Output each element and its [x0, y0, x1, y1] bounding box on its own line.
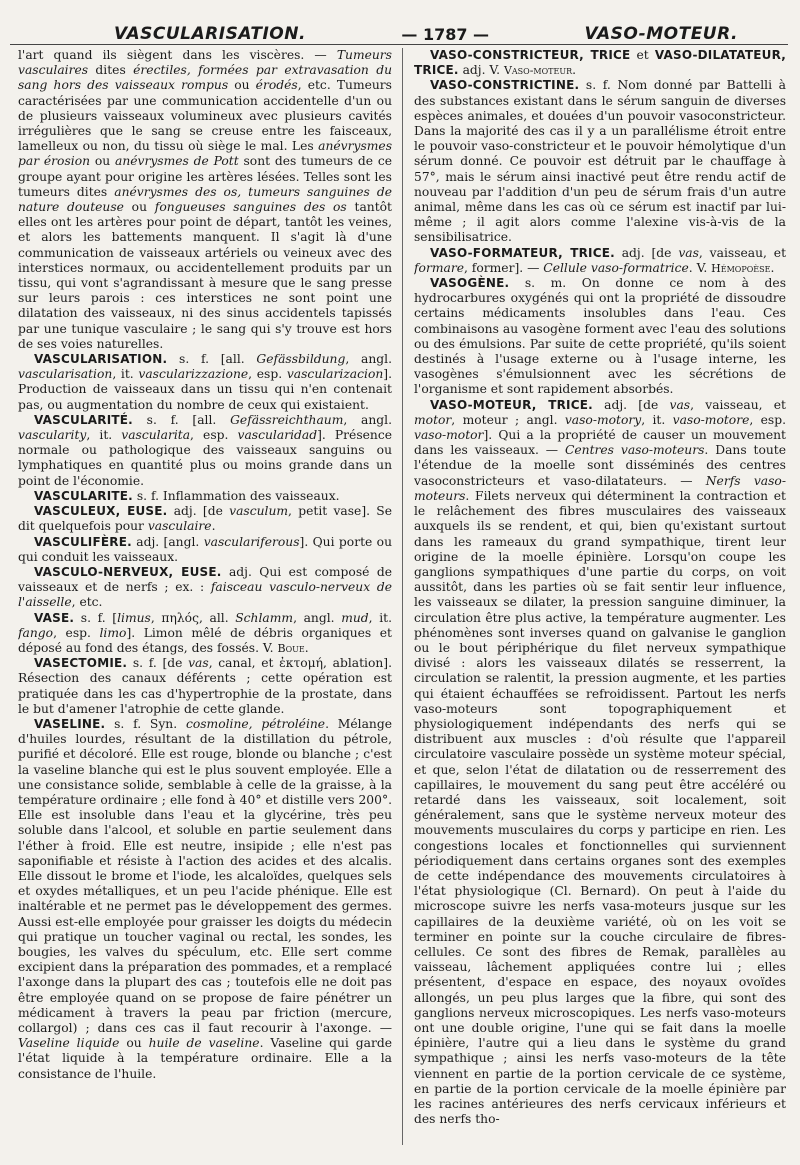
headword: VASCULARITÉ. — [34, 412, 133, 427]
headword: VASO-CONSTRICTINE. — [430, 78, 580, 93]
running-header — [10, 6, 788, 45]
headword: VASO-MOTEUR, TRICE. — [430, 397, 593, 412]
headword: VASELINE. — [34, 716, 106, 731]
headword: VASE. — [34, 610, 75, 625]
page-number: — 1787 — — [401, 25, 490, 44]
left-column — [18, 48, 392, 1159]
entry-vascularite: VASCULARITÉ. s. f. [all. Gefässreichthaum, angl. vascularity, it. vascularita, esp. vascularidad]. Présence normale ou pathologique des vaisseaux sanguins ou lymphatiques en quantité plus ou moins grande dans un point de l'économie. — [18, 412, 392, 488]
headword-2: VASO-DILATATEUR, TRICE. — [414, 48, 786, 78]
headword: VASOGÈNE. — [430, 276, 510, 291]
headword: VASCULIFÈRE. — [34, 534, 132, 549]
headword: VASCULARISATION. — [34, 352, 168, 367]
continued-paragraph: l'art quand ils siègent dans les viscères. — Tumeurs vasculaires dites érectiles, formées par extravasation du sang hors des vaisseaux rompus ou érodés, etc. Tumeurs caractérisées par une communication accidentelle d'un ou de plusieurs vaisseaux volumineux avec plusieurs cavités irrégulières que le sang se creuse entre les faisceaux, lamelleux ou non, du tissu où siège le mal. Les anévrysmes par érosion ou anévrysmes de Pott sont des tumeurs de ce groupe ayant pour origine les artères lésées. Telles sont les tumeurs dites anévrysmes des os, tumeurs sanguines de nature douteuse ou fongueuses sanguines des os tantôt elles ont les artères pour point de départ, tantôt les veines, et alors les battements manquent. Il s'agit là d'une communication de vaisseaux artériels ou veineux avec des interstices normaux, ou accidentellement produits par un tissu, qui vont s'agrandissant à mesure que le sang presse sur leurs parois : ces interstices ne sont point une dilatation des vaisseaux, ni des sinus accidentels tapissés par une tunique vasculaire ; le sang qui s'y trouve est hors de ses voies naturelles. — [18, 48, 392, 351]
headword: VASO-FORMATEUR, TRICE. — [430, 245, 615, 260]
entry-vaso-constricteur: VASO-CONSTRICTEUR, TRICE et VASO-DILATATEUR, TRICE. adj. V. Vaso-moteur. — [414, 48, 786, 78]
headword: VASCULARITE. — [34, 488, 133, 503]
entry-vasogene: VASOGÈNE. s. m. On donne ce nom à des hydrocarbures oxygénés qui ont la propriété de dissoudre certains médicaments insolubles dans l'eau. Ces combinaisons au vasogène forment avec l'eau des solutions ou des émulsions. Par suite de cette propriété, qu'ils soient destinés à l'usage externe ou à l'usage interne, les vasogènes s'émulsionnent avec les sécrétions de l'organisme et sont rapidement absorbés. — [414, 276, 786, 397]
headword: VASECTOMIE. — [34, 656, 128, 671]
entry-vasculo-nerveux: VASCULO-NERVEUX, EUSE. adj. Qui est composé de vaisseaux et de nerfs ; ex. : faisceau vasculo-nerveux de l'aisselle, etc. — [18, 564, 392, 610]
header-right-guide-word: VASO-MOTEUR. — [584, 24, 738, 44]
column-divider — [402, 48, 403, 1145]
entry-vasectomie: VASECTOMIE. s. f. [de vas, canal, et ἐκτομή, ablation]. Résection des canaux déférents ; cette opération est pratiquée dans les cas d'hypertrophie de la prostate, dans le but d'amener l'atrophie de cette glande. — [18, 656, 392, 716]
entry-vaso-constrictine: VASO-CONSTRICTINE. s. f. Nom donné par Battelli à des substances existant dans le sérum sanguin de diverses espèces animales, et douées d'un pouvoir vasoconstricteur. Dans la majorité des cas il y a un parallélisme étroit entre le pouvoir vaso-constricteur et le pouvoir hémolytique d'un sérum donné. Ce pouvoir est détruit par le chauffage à 57°, mais le sérum ainsi inactivé peut être rendu actif de nouveau par l'addition d'un peu de sérum frais d'un autre animal, même dans les cas où ce sérum est inactif par lui-même ; il agit alors comme l'alexine vis-à-vis de la sensibilisatrice. — [414, 78, 786, 245]
headword: VASCULO-NERVEUX, EUSE. — [34, 564, 222, 579]
entry-vasculeux: VASCULEUX, EUSE. adj. [de vasculum, petit vase]. Se dit quelquefois pour vasculaire. — [18, 504, 392, 534]
entry-vascularite-inflammation: VASCULARITE. s. f. Inflammation des vaisseaux. — [34, 488, 340, 503]
entry-vase: VASE. s. f. [limus, πηλός, all. Schlamm, angl. mud, it. fango, esp. limo]. Limon mêlé de débris organiques et déposé au fond des étangs, des fossés. V. Boue. — [18, 610, 392, 655]
header-left-guide-word: VASCULARISATION. — [114, 24, 306, 44]
entry-vaso-moteur: VASO-MOTEUR, TRICE. adj. [de vas, vaisseau, et motor, moteur ; angl. vaso-motory, it. vaso-motore, esp. vaso-motor]. Qui a la propriété de causer un mouvement dans les vaisseaux. — Centres vaso-moteurs. Dans toute l'étendue de la moelle sont disséminés des centres vasoconstricteurs et vaso-dilatateurs. — Nerfs vaso-moteurs. Filets nerveux qui déterminent la contraction et le relâchement des fibres musculaires des vaisseaux auxquels ils se rendent, et qui, bien qu'existant surtout dans les rameaux du grand sympathique, tirent leur origine de la moelle épinière. Lorsqu'on coupe les ganglions sympathiques d'une partie du corps, on voit aussitôt, dans les parties où se fait sentir leur influence, les vaisseaux se dilater, la pression sanguine diminuer, la circulation être plus active, la température augmenter. Les phénomènes sont inverses quand on galvanise le ganglion ou le bout périphérique du filet nerveux sympathique divisé : alors les vaisseaux dilatés se resserrent, la circulation se ralentit, la pression augmente, et les parties qui étaient échauffées se refroidissent. Partout les nerfs vaso-moteurs sont topographiquement et physiologiquement indépendants des nerfs qui se distribuent aux muscles : d'où résulte que l'appareil circulatoire vasculaire possède un système moteur spécial, et que, selon l'état de dilatation ou de resserrement des capillaires, le mouvement du sang peut être accéléré ou retardé dans les vaisseaux, soit localement, soit généralement, sans que le système nerveux moteur des mouvements musculaires du corps y participe en rien. Les congestions locales et fonctionnelles qui surviennent périodiquement dans certains organes sont des exemples de cette indépendance des mouvements circulatoires à l'état physiologique (Cl. Bernard). On peut à l'aide du microscope suivre les nerfs vasa-moteurs jusque sur les capillaires de la deuxième variété, où on les voit se terminer en pointe sur la couche circulaire de fibres-cellules. Ce sont des fibres de Remak, parallèles au vaisseau, lâchement appliquées contre lui ; elles présentent, d'espace en espace, des noyaux ovoïdes allongés, un peu plus larges que la fibre, qui sont des ganglions nerveux microscopiques. Les nerfs vaso-moteurs ont une double origine, l'une qui se fait dans la moelle épinière, l'autre qui a lieu dans le système du grand sympathique ; ainsi les nerfs vaso-moteurs de la tête viennent en partie de la portion cervicale de ce système, en partie de la portion cervicale de la moelle épinière par les racines antérieures des nerfs cervicaux inférieurs et des nerfs tho- — [414, 397, 786, 1127]
entry-vasculifere: VASCULIFÈRE. adj. [angl. vasculariferous]. Qui porte ou qui conduit les vaisseaux. — [18, 534, 392, 564]
headword: VASCULEUX, EUSE. — [34, 504, 168, 519]
entry-vaso-formateur: VASO-FORMATEUR, TRICE. adj. [de vas, vaisseau, et formare, former]. — Cellule vaso-formatrice. V. Hémopoèse. — [414, 245, 786, 275]
entry-vascularisation: VASCULARISATION. s. f. [all. Gefässbildung, angl. vascularisation, it. vascularizzazione, esp. vascularizacion]. Production de vaisseaux dans un tissu qui n'en contenait pas, ou augmentation du nombre de ceux qui existaient. — [18, 352, 392, 412]
headword: VASO-CONSTRICTEUR, TRICE — [430, 48, 631, 62]
right-column — [414, 48, 786, 1159]
entry-vaseline: VASELINE. s. f. Syn. cosmoline, pétroléine. Mélange d'huiles lourdes, résultant de la distillation du pétrole, purifié et décoloré. Elle est rouge, blonde ou blanche ; c'est la vaseline blanche qui est le plus souvent employée. Elle a une consistance solide, semblable à celle de la graisse, à la température ordinaire ; elle fond à 40° et distille vers 200°. Elle est insoluble dans l'eau et la glycérine, très peu soluble dans l'alcool, et soluble en partie seulement dans l'éther à froid. Elle est neutre, insipide ; elle n'est pas saponifiable et résiste à l'action des acides et des alcalis. Elle dissout le brome et l'iode, les alcaloïdes, quelques sels et oxydes métalliques, et un peu l'acide phénique. Elle est inaltérable et ne permet pas le développement des germes. Aussi est-elle employée pour graisser les doigts du médecin qui pratique un toucher vaginal ou rectal, les sondes, les bougies, les valves du spéculum, etc. Elle sert comme excipient dans la préparation des pommades, et a remplacé l'axonge dans la plupart des cas ; toutefois elle ne doit pas être employée quand on se propose de faire pénétrer un médicament à travers la peau par friction (mercure, collargol) ; dans ces cas il faut recourir à l'axonge. — Vaseline liquide ou huile de vaseline. Vaseline qui garde l'état liquide à la température ordinaire. Elle a la consistance de l'huile. — [18, 716, 392, 1081]
